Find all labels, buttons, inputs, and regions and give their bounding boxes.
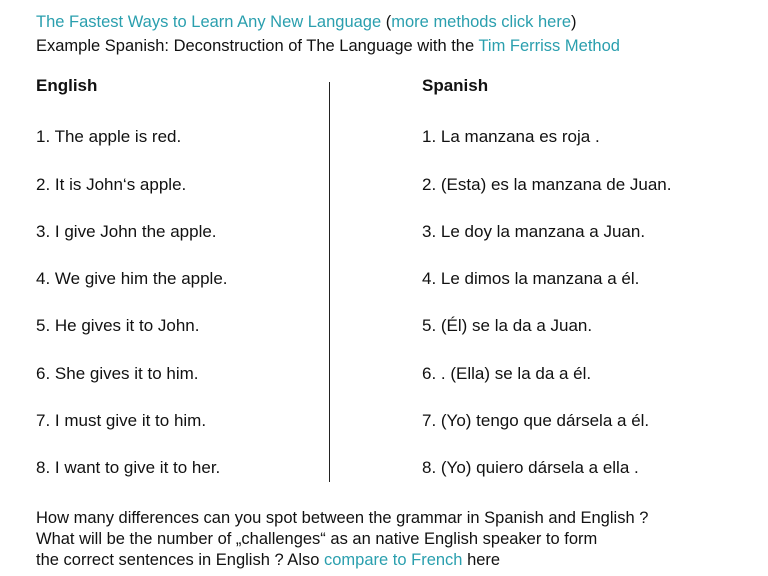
spanish-sentence-6: 6. . (Ella) se la da a él. — [422, 364, 592, 383]
spanish-heading: Spanish — [422, 76, 489, 95]
english-sentence-5: 5. He gives it to John. — [36, 316, 200, 335]
footer-line-3-text: the correct sentences in English ? Also — [36, 551, 324, 569]
english-sentence-3: 3. I give John the apple. — [36, 222, 217, 241]
english-sentence-7: 7. I must give it to him. — [36, 411, 207, 430]
spanish-sentence-7: 7. (Yo) tengo que dársela a él. — [422, 411, 650, 430]
spanish-sentence-2: 2. (Esta) es la manzana de Juan. — [422, 175, 672, 194]
paren-open: ( — [381, 13, 392, 31]
header-line-1 — [36, 10, 620, 34]
footer-line-1: How many differences can you spot between the grammar in Spanish and English ? — [36, 509, 649, 527]
more-methods-link[interactable]: more methods click here — [391, 13, 572, 31]
footer — [36, 508, 648, 571]
paren-close: ) — [571, 13, 577, 31]
english-sentence-6: 6. She gives it to him. — [36, 364, 199, 383]
header — [36, 10, 620, 58]
spanish-sentence-5: 5. (Él) se la da a Juan. — [422, 316, 593, 335]
footer-line-3-end: here — [462, 551, 501, 569]
english-sentence-1: 1. The apple is red. — [36, 127, 182, 146]
column-divider — [329, 82, 330, 482]
spanish-sentence-4: 4. Le dimos la manzana a él. — [422, 269, 640, 288]
english-sentence-4: 4. We give him the apple. — [36, 269, 228, 288]
spanish-sentence-3: 3. Le doy la manzana a Juan. — [422, 222, 646, 241]
footer-line-2: What will be the number of „challenges“ as an native English speaker to form — [36, 530, 598, 548]
example-text: Example Spanish: Deconstruction of The Language with the — [36, 37, 479, 55]
tim-ferriss-link[interactable]: Tim Ferriss Method — [478, 37, 620, 55]
english-sentence-2: 2. It is John‘s apple. — [36, 175, 187, 194]
english-sentence-8: 8. I want to give it to her. — [36, 458, 221, 477]
compare-to-french-link[interactable]: compare to French — [324, 551, 463, 569]
spanish-sentence-1: 1. La manzana es roja . — [422, 127, 600, 146]
english-heading: English — [36, 76, 98, 95]
fastest-ways-link[interactable]: The Fastest Ways to Learn Any New Language — [36, 13, 382, 31]
footer-line-3 — [36, 550, 648, 571]
header-line-2 — [36, 34, 620, 58]
spanish-sentence-8: 8. (Yo) quiero dársela a ella . — [422, 458, 639, 477]
